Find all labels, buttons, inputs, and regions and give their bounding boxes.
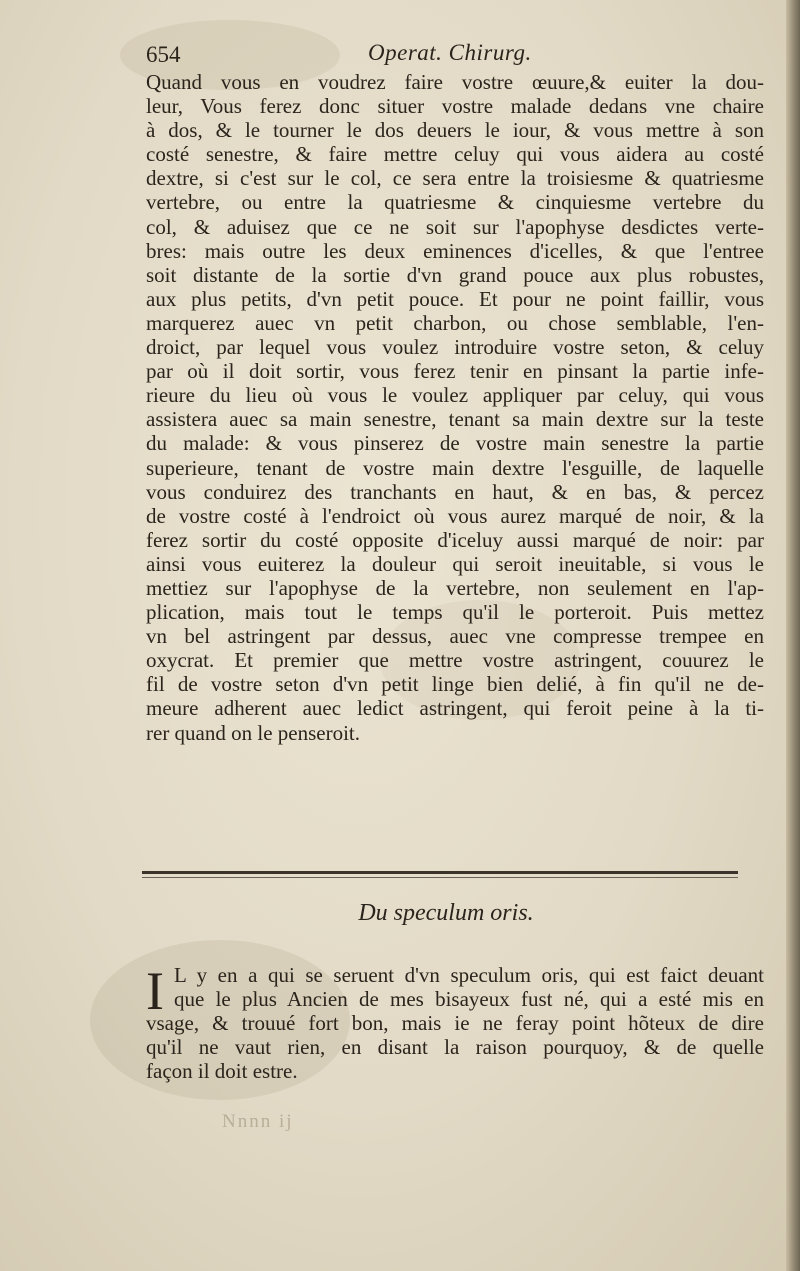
text-line: soit distante de la sortie d'vn grand pouce aux plus robustes,	[146, 262, 764, 287]
text-line: meure adherent auec ledict astringent, qui feroit peine à la ti-	[146, 696, 764, 721]
section-divider-thin	[142, 877, 738, 878]
text-line: à dos, & le tourner le dos deuers le iour, & vous mettre à son	[146, 118, 764, 143]
text-line: col, & aduisez que ce ne soit sur l'apophyse desdictes verte-	[146, 214, 764, 239]
text-line: plication, mais tout le temps qu'il le porteroit. Puis mettez	[146, 600, 764, 625]
text-line: oxycrat. Et premier que mettre vostre astringent, couurez le	[146, 648, 764, 673]
text-line: vous conduirez des tranchants en haut, & en bas, & percez	[146, 479, 764, 504]
text-line: façon il doit estre.	[146, 1059, 298, 1084]
text-line: vertebre, ou entre la quatriesme & cinquiesme vertebre du	[146, 190, 764, 215]
main-paragraph	[146, 70, 764, 745]
text-line: Quand vous en voudrez faire vostre œuure,& euiter la dou-	[146, 70, 764, 94]
section-divider	[142, 871, 738, 874]
text-line: ferez sortir du costé opposite d'iceluy aussi marqué de noir: par	[146, 527, 764, 552]
text-line: rieure du lieu où vous le voulez appliquer par celuy, qui vous	[146, 383, 764, 408]
text-line: de vostre costé à l'endroict où vous aurez marqué de noir, & la	[146, 503, 764, 528]
text-line: vn bel astringent par dessus, auec vne compresse trempee en	[146, 624, 764, 649]
page-edge	[786, 0, 800, 1271]
text-line: qu'il ne vaut rien, en disant la raison pourquoy, & de quelle	[146, 1035, 764, 1060]
text-line: bres: mais outre les deux eminences d'icelles, & que l'entree	[146, 238, 764, 263]
page-header	[146, 38, 606, 72]
text-line: rer quand on le penseroit.	[146, 720, 361, 745]
text-line: marquerez auec vn petit charbon, ou chose semblable, l'en-	[146, 310, 764, 335]
text-line: superieure, tenant de vostre main dextre l'esguille, de laquelle	[146, 455, 764, 480]
drop-cap: I	[146, 961, 164, 1021]
text-line: L y en a qui se seruent d'vn speculum oris, qui est faict deuant	[174, 963, 764, 987]
text-line: costé senestre, & faire mettre celuy qui vous aidera au costé	[146, 142, 764, 167]
text-line: par où il doit sortir, vous ferez tenir en pinsant la partie infe-	[146, 359, 764, 384]
section-title: Du speculum oris.	[358, 900, 534, 926]
text-line: leur, Vous ferez donc situer vostre malade dedans vne chaire	[146, 94, 764, 119]
text-line: du malade: & vous pinserez de vostre main senestre la partie	[146, 431, 764, 456]
text-line: assistera auec sa main senestre, tenant sa main dextre sur la teste	[146, 407, 764, 432]
page-number: 654	[146, 42, 181, 67]
text-line: aux plus petits, d'vn petit pouce. Et pour ne point faillir, vous	[146, 286, 764, 311]
signature-mark: Nnnn ij	[222, 1111, 294, 1132]
text-line: que le plus Ancien de mes bisayeux fust né, qui a esté mis en	[174, 987, 764, 1012]
text-line: mettiez sur l'apophyse de la vertebre, non seulement en l'ap-	[146, 575, 764, 600]
text-line: fil de vostre seton d'vn petit linge bien delié, à fin qu'il ne de-	[146, 672, 764, 697]
text-line: dextre, si c'est sur le col, ce sera entre la troisiesme & quatriesme	[146, 166, 764, 191]
text-line: ainsi vous euiterez la douleur qui seroit ineuitable, si vous le	[146, 551, 764, 576]
second-paragraph	[146, 963, 764, 1083]
text-line: droict, par lequel vous voulez introduire vostre seton, & celuy	[146, 335, 764, 360]
text-line: vsage, & trouué fort bon, mais ie ne feray point hõteux de dire	[146, 1011, 764, 1036]
running-title: Operat. Chirurg.	[368, 40, 532, 65]
